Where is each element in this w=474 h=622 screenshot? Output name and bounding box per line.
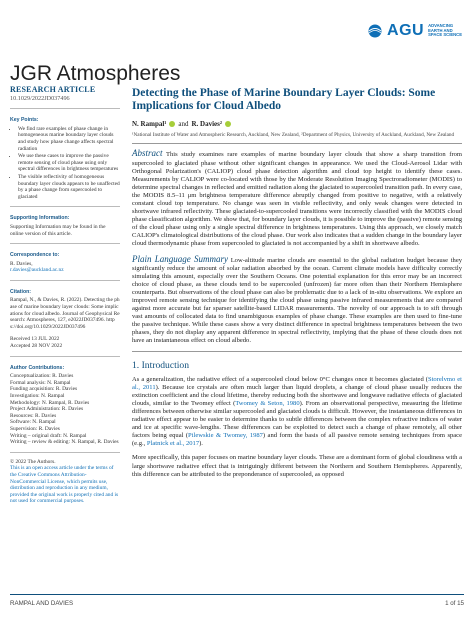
footer-authors: RAMPAL AND DAVIES bbox=[10, 600, 74, 607]
author-contributions-heading: Author Contributions: bbox=[10, 364, 65, 371]
author-separator: and bbox=[178, 120, 189, 128]
contribution-item: Supervision: R. Davies bbox=[10, 425, 60, 432]
license-text: This is an open access article under the terms of the Creative Commons Attribution-NonCommercial License, which permits use, distribution and reproduction in any medium, provided the original work is properly cited and is not used for commercial purposes. bbox=[10, 465, 119, 505]
list-item: • We use these cases to improve the passive remote sensing of cloud phase using only spectral differences in brightness temperatures bbox=[18, 153, 120, 173]
pls-heading: Plain Language Summary bbox=[132, 253, 229, 264]
orcid-icon[interactable] bbox=[169, 121, 175, 127]
article-type: RESEARCH ARTICLE bbox=[10, 85, 96, 94]
doi[interactable]: 10.1029/2022JD037496 bbox=[10, 94, 70, 102]
journal-title: JGR Atmospheres bbox=[10, 62, 181, 85]
correspondence-heading: Correspondence to: bbox=[10, 252, 60, 259]
intro-paragraph: As a generalization, the radiative effect of a supercooled cloud below 0°C changes once it becomes glaciated (Storelvmo et al., 2011). Because ice crystals are often much larger than liquid droplets, a change of cloud phase usually reduces the extinction coefficient and the cloud lifetime, thereby reducing both the shortwave and longwave radiative effects of glaciated clouds, similar to the Twomey effect (Twomey & Seton, 1980). From an observational perspective, measuring the lifetime differences between otherwise similar supercooled and glaciated clouds is difficult. However, the instantaneous differences in radiative effect appear to be easier to determine thanks to subtle differences between the complex refractive indices of water and ice at specific wave-lengths. These differences can be exploited to detect such a change of phase remotely, all other factors being equal (Pilewskie & Twomey, 1987) and form the basis of all passive remote sensing techniques from space (e.g., Platnick et al., 2017). bbox=[132, 375, 462, 448]
contribution-item: Conceptualization: R. Davies bbox=[10, 373, 74, 380]
copyright: © 2022 The Authors. bbox=[10, 458, 56, 465]
key-points-heading: Key Points: bbox=[10, 117, 39, 124]
contribution-item: Writing – original draft: N. Rampal bbox=[10, 432, 87, 439]
abstract-text: This study examines rare examples of marine boundary layer clouds that show a sharp transition from supercooled to glaciated phase without other significant changes in appearance. We used the Cloud-Aerosol Lidar with Orthogonal Polarization's (CALIOP) cloud phase detection algorithm and cloud top height to identify these cases. Measurements by CALIOP were co-located with those by the Moderate Resolution Imaging Spectroradiometer (MODIS) to determine spectral changes in reflected and emitted radiation along the glaciated to supercooled transition path. In every case, the MODIS 8.5–11 μm brightness temperature difference abruptly changed from positive to negative, with a relatively constant cloud top temperature. No change was seen in visible reflectivity, and only weak changes were detected in shortwave infrared reflectivity. These glaciated-to-supercooled transitions were incorrectly classified with the MODIS cloud phase classification algorithm. We show that, for boundary layer clouds, it is possible to improve the (passive) remote sensing of the cloud phase using only a single spectral difference in brightness temperatures. Using this approach, we closely match CALIOP's climatological distributions of the cloud phase. Our work also indicates that a sudden change in the boundary layer cloud thermodynamic phase from supercooled to glaciated is not accompanied by a shift in shortwave albedo. bbox=[132, 151, 462, 248]
plain-language-summary bbox=[132, 255, 462, 346]
author-list bbox=[132, 120, 462, 128]
citation-link[interactable]: Storelvmo et al., 2011 bbox=[132, 375, 462, 391]
contribution-item: Formal analysis: N. Rampal bbox=[10, 379, 71, 386]
page-number: 1 of 15 bbox=[445, 600, 464, 607]
abstract-heading: Abstract bbox=[132, 148, 163, 159]
contribution-item: Project Administration: R. Davies bbox=[10, 406, 84, 413]
footer-rule bbox=[10, 594, 464, 595]
key-points-list bbox=[10, 126, 120, 201]
author-name[interactable]: R. Davies² bbox=[191, 120, 222, 128]
citation-link[interactable]: Twomey & Seton, 1980 bbox=[235, 399, 300, 407]
supporting-info-text: Supporting Information may be found in the online version of this article. bbox=[10, 223, 106, 237]
article-title: Detecting the Phase of Marine Boundary Layer Clouds: Some Implications for Cloud Albedo bbox=[132, 87, 436, 112]
orcid-icon[interactable] bbox=[225, 121, 231, 127]
contribution-item: Software: N. Rampal bbox=[10, 419, 56, 426]
divider bbox=[132, 351, 462, 352]
citation-link[interactable]: Pilewskie & Twomey, 1987 bbox=[188, 432, 263, 440]
publisher-name: AGU bbox=[387, 22, 425, 39]
divider bbox=[132, 143, 462, 144]
received-date: Received 13 JUL 2022 bbox=[10, 336, 60, 343]
author-name[interactable]: N. Rampal¹ bbox=[132, 120, 167, 128]
abstract bbox=[132, 149, 462, 248]
list-item: • We find rare examples of phase change in homogeneous marine boundary layer clouds and study how phase change affects spectral radiation bbox=[18, 126, 120, 152]
page-footer bbox=[10, 600, 464, 607]
divider bbox=[10, 452, 120, 453]
contribution-item: Methodology: N. Rampal, R. Davies bbox=[10, 399, 90, 406]
correspondence-name: R. Davies, bbox=[10, 260, 33, 267]
article-main bbox=[132, 87, 462, 479]
citation-link[interactable]: Platnick et al., 2017 bbox=[146, 440, 200, 448]
accepted-date: Accepted 28 NOV 2022 bbox=[10, 343, 63, 350]
correspondence-email-link[interactable]: r.davies@auckland.ac.nz bbox=[10, 267, 64, 274]
citation-text: Rampal, N., & Davies, R. (2022). Detecting the phase of marine boundary layer clouds: Some implications for cloud albedo. Journal of Geophysical Research: Atmospheres, 127, e2022JD037496. https://doi.org/10.1029/2022JD037496 bbox=[10, 297, 120, 330]
citation-heading: Citation: bbox=[10, 288, 32, 295]
publisher-tagline: ADVANCING EARTH AND SPACE SCIENCE bbox=[428, 22, 462, 38]
list-item: • The visible reflectivity of homogeneous boundary layer clouds appears to be unaffected by a phase change from supercooled to glaciated bbox=[18, 174, 120, 200]
divider bbox=[10, 108, 120, 109]
section-heading: 1. Introduction bbox=[132, 359, 190, 371]
agu-globe-icon bbox=[367, 24, 383, 38]
divider bbox=[10, 280, 120, 281]
contribution-item: Investigation: N. Rampal bbox=[10, 393, 65, 399]
contribution-item: Writing – review & editing: N. Rampal, R. Davies bbox=[10, 439, 119, 446]
divider bbox=[10, 356, 120, 357]
divider bbox=[10, 243, 120, 244]
contribution-item: Funding acquisition: R. Davies bbox=[10, 386, 78, 393]
intro-paragraph: More specifically, this paper focuses on marine boundary layer clouds. These are a dominant form of global cloudiness with a large shortwave radiative effect that is intriguingly different between the Northern and Southern Hemispheres. Apparently, this difference can be attributed to the preponderance of supercooled, as opposed bbox=[132, 454, 462, 478]
supporting-info-heading: Supporting Information: bbox=[10, 215, 70, 222]
affiliations: ¹National Institute of Water and Atmospheric Research, Auckland, New Zealand, ²Department of Physics, University of Auckland, Auckland, New Zealand bbox=[132, 132, 455, 138]
sidebar bbox=[10, 87, 120, 505]
pls-text: Low-altitude marine clouds are essential to the global radiation budget because they significantly reduce the amount of solar radiation absorbed by the ocean. Current climate models have difficulty correctly simulating this amount, especially over the Southern Oceans. One potential explanation for this error may be an incorrect choice of cloud phase, as these clouds tend to be supercooled (unfrozen) far more often than their Northern Hemisphere counterparts. But observations of the cloud phase can also be problematic due to a lack of in-situ observations. We explore an improved remote sensing technique for identifying the cloud phase using passive infrared measurements that are compared against more accurate but far sparser satellite-based LIDAR measurements. The novelty of our approach is to sift through vast amounts of collocated data to find unambiguous examples of phase change. These examples are then used to fine-tune the passive technique. While these cases show a very distinct difference in spectral brightness temperatures between the two phases, they do not display any apparent difference in spectral reflectivity, implying that the phase of these clouds does not have an instantaneous effect on cloud albedo. bbox=[132, 256, 463, 345]
publisher-logo bbox=[367, 22, 462, 40]
divider bbox=[10, 206, 120, 207]
contribution-item: Resources: R. Davies bbox=[10, 412, 57, 419]
